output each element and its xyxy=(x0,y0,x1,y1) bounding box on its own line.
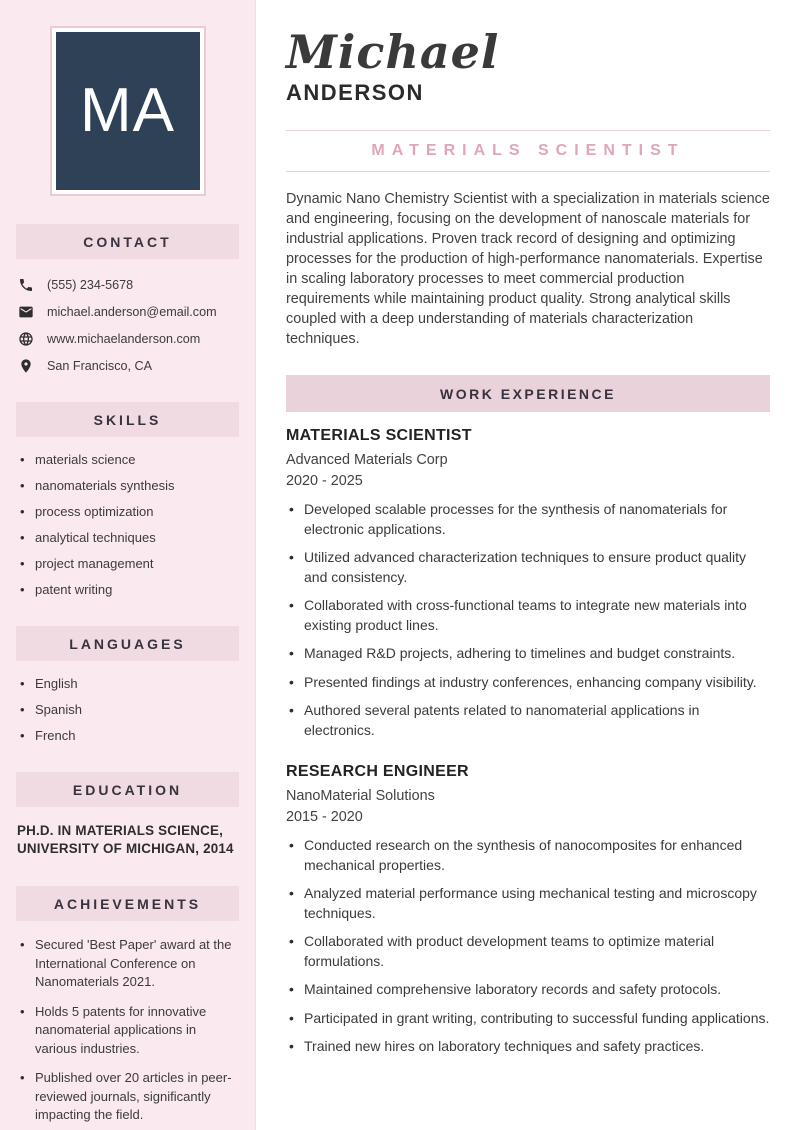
phone-icon xyxy=(18,277,34,293)
website-url: www.michaelanderson.com xyxy=(47,331,201,346)
skill-item: • patent writing xyxy=(18,582,239,598)
achievement-item: • Holds 5 patents for innovative nanomaterial applications in various industries. xyxy=(18,1003,239,1059)
job-entry-1 xyxy=(286,427,770,740)
job-bullet: • Managed R&D projects, adhering to timelines and budget constraints. xyxy=(286,644,770,664)
language-item: • French xyxy=(18,728,239,744)
email-icon xyxy=(18,304,34,320)
contact-list xyxy=(18,276,239,374)
contact-item-website xyxy=(18,330,239,347)
language-item: • English xyxy=(18,676,239,692)
job-dates: 2020 - 2025 xyxy=(286,473,363,489)
last-name: ANDERSON xyxy=(286,80,424,105)
skill-item: • materials science xyxy=(18,452,239,468)
avatar-monogram-box xyxy=(56,32,200,190)
job-title-block xyxy=(286,130,770,172)
skill-item: • analytical techniques xyxy=(18,530,239,546)
globe-icon xyxy=(18,331,34,347)
job-bullet: • Conducted research on the synthesis of nanocomposites for enhanced mechanical properties. xyxy=(286,836,770,875)
job-bullet: • Developed scalable processes for the synthesis of nanomaterials for electronic applications. xyxy=(286,500,770,539)
job-company: Advanced Materials Corp xyxy=(286,452,448,468)
job-role: RESEARCH ENGINEER xyxy=(286,763,469,780)
skills-section-header: SKILLS xyxy=(16,402,239,437)
contact-section-header: CONTACT xyxy=(16,224,239,259)
job-bullet: • Analyzed material performance using mechanical testing and microscopy techniques. xyxy=(286,884,770,923)
main-column xyxy=(256,0,800,1130)
contact-item-email xyxy=(18,303,239,320)
languages-list xyxy=(18,676,239,744)
education-section xyxy=(0,772,255,858)
achievements-section-header: ACHIEVEMENTS xyxy=(16,886,239,921)
education-degree: PH.D. IN MATERIALS SCIENCE, UNIVERSITY OF MICHIGAN, 2014 xyxy=(17,823,234,856)
achievement-item: • Secured 'Best Paper' award at the International Conference on Nanomaterials 2021. xyxy=(18,936,239,992)
sidebar xyxy=(0,0,256,1130)
contact-section xyxy=(0,224,255,374)
skill-item: • process optimization xyxy=(18,504,239,520)
job-entry-2 xyxy=(286,763,770,1057)
avatar xyxy=(50,26,206,196)
achievements-list xyxy=(18,936,239,1125)
skill-item: • nanomaterials synthesis xyxy=(18,478,239,494)
job-bullet: • Participated in grant writing, contributing to successful funding applications. xyxy=(286,1009,770,1029)
work-experience-header: WORK EXPERIENCE xyxy=(286,375,770,412)
location-icon xyxy=(18,358,34,374)
achievement-item: • Published over 20 articles in peer-reviewed journals, significantly impacting the field. xyxy=(18,1069,239,1125)
job-company: NanoMaterial Solutions xyxy=(286,788,435,804)
job-bullet: • Utilized advanced characterization techniques to ensure product quality and consistency. xyxy=(286,548,770,587)
education-section-header: EDUCATION xyxy=(16,772,239,807)
location-text: San Francisco, CA xyxy=(47,358,152,373)
achievements-section xyxy=(0,886,255,1125)
job-dates: 2015 - 2020 xyxy=(286,809,363,825)
job-bullet: • Maintained comprehensive laboratory records and safety protocols. xyxy=(286,980,770,1000)
job-role: MATERIALS SCIENTIST xyxy=(286,427,472,444)
avatar-initials: MA xyxy=(80,76,175,145)
job-bullet: • Authored several patents related to nanomaterial applications in electronics. xyxy=(286,701,770,740)
first-name: Michael xyxy=(286,25,500,79)
skills-section xyxy=(0,402,255,598)
skills-list xyxy=(18,452,239,598)
profile-summary: Dynamic Nano Chemistry Scientist with a specialization in materials science and engineering, focusing on the development of nanoscale materials for industrial applications. Proven track record of designing and optimizing processes for the production of high-performance nanomaterials. Expertise in scaling laboratory processes to meet commercial production requirements while maintaining product quality. Strong analytical skills coupled with a deep understanding of materials characterization techniques. xyxy=(286,191,770,347)
contact-item-location xyxy=(18,357,239,374)
job-bullet: • Collaborated with product development teams to optimize material formulations. xyxy=(286,932,770,971)
contact-item-phone xyxy=(18,276,239,293)
email-address: michael.anderson@email.com xyxy=(47,304,217,319)
phone-number: (555) 234-5678 xyxy=(47,277,134,292)
job-bullet-list xyxy=(286,500,770,740)
job-bullet: • Trained new hires on laboratory techniques and safety practices. xyxy=(286,1037,770,1057)
job-bullet-list xyxy=(286,836,770,1057)
job-title: MATERIALS SCIENTIST xyxy=(371,142,685,159)
languages-section xyxy=(0,626,255,744)
languages-section-header: LANGUAGES xyxy=(16,626,239,661)
skill-item: • project management xyxy=(18,556,239,572)
language-item: • Spanish xyxy=(18,702,239,718)
job-bullet: • Presented findings at industry conferences, enhancing company visibility. xyxy=(286,673,770,693)
job-bullet: • Collaborated with cross-functional teams to integrate new materials into existing product lines. xyxy=(286,596,770,635)
